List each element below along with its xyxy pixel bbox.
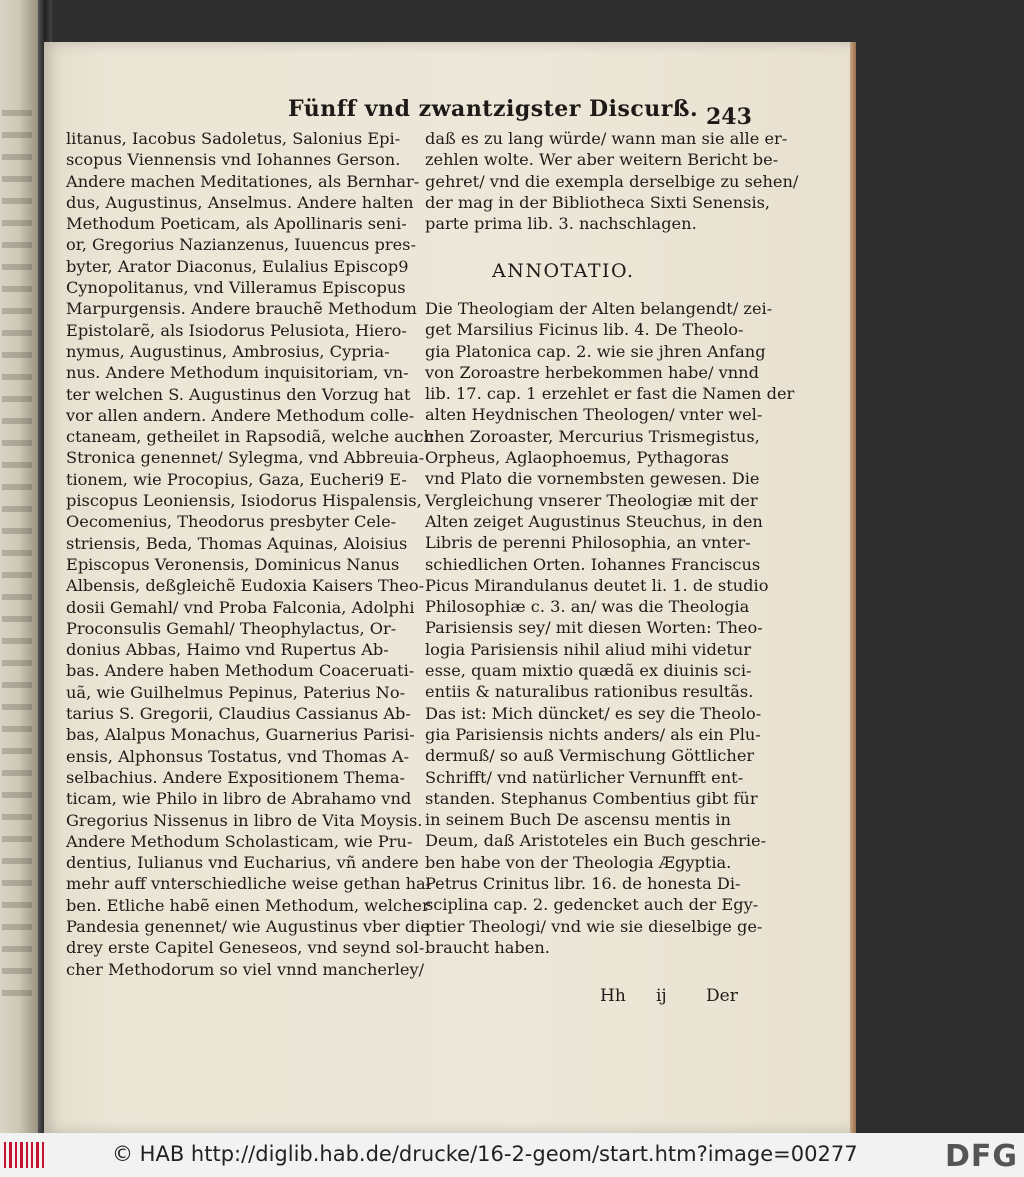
text-line: Alten zeiget Augustinus Steuchus, in den bbox=[425, 511, 763, 531]
running-head: Fünff vnd zwantzigster Discurß. bbox=[288, 96, 699, 122]
text-line: von Zoroastre herbekommen habe/ vnnd bbox=[425, 362, 759, 382]
text-line: ptier Theologi/ vnd wie sie dieselbige ge- bbox=[425, 916, 763, 936]
text-line: drey erste Capitel Geneseos, vnd seynd sol- bbox=[66, 938, 425, 958]
text-line: Stronica genennet/ Sylegma, vnd Abbreuia- bbox=[66, 448, 425, 468]
text-line: Methodum Poeticam, als Apollinaris seni- bbox=[66, 214, 407, 234]
page-number: 243 bbox=[706, 104, 752, 130]
text-line: dermuß/ so auß Vermischung Göttlicher bbox=[425, 746, 755, 766]
text-line: tarius S. Gregorii, Claudius Cassianus Ab- bbox=[66, 704, 411, 724]
text-line: standen. Stephanus Combentius gibt für bbox=[425, 788, 758, 808]
text-line: striensis, Beda, Thomas Aquinas, Aloisius bbox=[66, 533, 408, 553]
page-edge bbox=[850, 42, 856, 1133]
text-line: uã, wie Guilhelmus Pepinus, Paterius No- bbox=[66, 682, 406, 702]
text-line: Picus Mirandulanus deutet li. 1. de studio bbox=[425, 575, 769, 595]
text-line: ter welchen S. Augustinus den Vorzug hat bbox=[66, 384, 411, 404]
source-url[interactable]: © HAB http://diglib.hab.de/drucke/16-2-geom/start.htm?image=00277 bbox=[112, 1142, 858, 1166]
text-line: parte prima lib. 3. nachschlagen. bbox=[425, 214, 697, 234]
annotatio-heading: ANNOTATIO. bbox=[492, 260, 635, 282]
text-line: Schrifft/ vnd natürlicher Vernunfft ent- bbox=[425, 767, 744, 787]
text-line: Das ist: Mich düncket/ es sey die Theolo- bbox=[425, 703, 762, 723]
text-line: zehlen wolte. Wer aber weitern Bericht be- bbox=[425, 150, 779, 170]
text-line: or, Gregorius Nazianzenus, Iuuencus pres- bbox=[66, 235, 416, 255]
text-line: Philosophiæ c. 3. an/ was die Theologia bbox=[425, 597, 750, 617]
text-line: gia Parisiensis nichts anders/ als ein Plu- bbox=[425, 724, 761, 744]
text-line: der mag in der Bibliotheca Sixti Senensis, bbox=[425, 192, 771, 212]
text-line: Orpheus, Aglaophoemus, Pythagoras bbox=[425, 448, 729, 468]
text-line: Deum, daß Aristoteles ein Buch geschrie- bbox=[425, 831, 767, 851]
text-line: Gregorius Nissenus in libro de Vita Moysis. bbox=[66, 810, 423, 830]
text-line: get Marsilius Ficinus lib. 4. De Theolo- bbox=[425, 320, 744, 340]
text-line: schiedlichen Orten. Iohannes Franciscus bbox=[425, 554, 761, 574]
text-line: Petrus Crinitus libr. 16. de honesta Di- bbox=[425, 874, 741, 894]
text-line: bas, Alalpus Monachus, Guarnerius Parisi- bbox=[66, 725, 415, 745]
text-line: Andere machen Meditationes, als Bernhar- bbox=[66, 171, 420, 191]
left-column bbox=[66, 128, 434, 980]
text-line: dus, Augustinus, Anselmus. Andere halten bbox=[66, 192, 414, 212]
viewer-footer bbox=[0, 1133, 1024, 1177]
text-line: lib. 17. cap. 1 erzehlet er fast die Namen der bbox=[425, 384, 795, 404]
text-line: Vergleichung vnserer Theologiæ mit der bbox=[425, 490, 758, 510]
text-line: gehret/ vnd die exempla derselbige zu sehen/ bbox=[425, 171, 799, 191]
text-line: ben habe von der Theologia Ægyptia. bbox=[425, 852, 732, 872]
facing-page-text-fragments bbox=[2, 110, 32, 1010]
annotatio-body bbox=[425, 298, 795, 958]
signature-mark: Hh bbox=[600, 986, 626, 1006]
text-line: Libris de perenni Philosophia, an vnter- bbox=[425, 533, 751, 553]
text-line: ben. Etliche habẽ einen Methodum, welcher bbox=[66, 895, 430, 915]
text-line: mehr auff vnterschiedliche weise gethan ha- bbox=[66, 874, 432, 894]
text-line: Proconsulis Gemahl/ Theophylactus, Or- bbox=[66, 618, 397, 638]
text-line: ensis, Alphonsus Tostatus, vnd Thomas A- bbox=[66, 746, 410, 766]
text-line: dentius, Iulianus vnd Eucharius, vñ andere bbox=[66, 853, 419, 873]
text-line: scopus Viennensis vnd Iohannes Gerson. bbox=[66, 150, 401, 170]
text-line: selbachius. Andere Expositionem Thema- bbox=[66, 767, 406, 787]
hab-logo-icon bbox=[4, 1139, 44, 1171]
dfg-logo: DFG bbox=[944, 1139, 1018, 1174]
text-line: Epistolarẽ, als Isiodorus Pelusiota, Hiero- bbox=[66, 320, 407, 340]
catchword: Der bbox=[706, 986, 738, 1006]
text-line: entiis & naturalibus rationibus resultãs. bbox=[425, 682, 754, 702]
text-line: dosii Gemahl/ vnd Proba Falconia, Adolphi bbox=[66, 597, 415, 617]
text-line: Die Theologiam der Alten belangendt/ zei- bbox=[425, 299, 773, 318]
text-line: bas. Andere haben Methodum Coaceruati- bbox=[66, 661, 415, 681]
text-line: donius Abbas, Haimo vnd Rupertus Ab- bbox=[66, 640, 389, 660]
text-line: braucht haben. bbox=[425, 937, 550, 957]
right-column-top bbox=[425, 128, 799, 234]
text-line: Cynopolitanus, vnd Villeramus Episcopus bbox=[66, 278, 406, 298]
text-line: Pandesia genennet/ wie Augustinus vber die bbox=[66, 916, 430, 936]
text-line: nymus, Augustinus, Ambrosius, Cypria- bbox=[66, 341, 390, 361]
text-line: ticam, wie Philo in libro de Abrahamo vnd bbox=[66, 789, 412, 809]
text-line: gia Platonica cap. 2. wie sie jhren Anfang bbox=[425, 341, 766, 361]
text-line: Albensis, deßgleichẽ Eudoxia Kaisers Theo- bbox=[66, 576, 425, 596]
text-line: Andere Methodum Scholasticam, wie Pru- bbox=[66, 831, 413, 851]
text-line: litanus, Iacobus Sadoletus, Salonius Epi- bbox=[66, 129, 401, 148]
signature-number: ij bbox=[656, 986, 667, 1006]
text-line: Oecomenius, Theodorus presbyter Cele- bbox=[66, 512, 397, 532]
text-line: Parisiensis sey/ mit diesen Worten: Theo- bbox=[425, 618, 763, 638]
text-line: vnd Plato die vornembsten gewesen. Die bbox=[425, 469, 760, 489]
text-line: in seinem Buch De ascensu mentis in bbox=[425, 810, 731, 830]
text-line: alten Heydnischen Theologen/ vnter wel- bbox=[425, 405, 763, 425]
text-line: logia Parisiensis nihil aliud mihi videtur bbox=[425, 639, 752, 659]
text-line: Marpurgensis. Andere brauchẽ Methodum bbox=[66, 299, 417, 319]
text-line: tionem, wie Procopius, Gaza, Eucheri9 E- bbox=[66, 469, 407, 489]
text-line: cher Methodorum so viel vnnd mancherley/ bbox=[66, 959, 425, 979]
text-line: byter, Arator Diaconus, Eulalius Episcop9 bbox=[66, 256, 409, 276]
text-line: esse, quam mixtio quædã ex diuinis sci- bbox=[425, 661, 752, 681]
text-line: chen Zoroaster, Mercurius Trismegistus, bbox=[425, 426, 760, 446]
text-line: Episcopus Veronensis, Dominicus Nanus bbox=[66, 554, 400, 574]
text-line: vor allen andern. Andere Methodum colle- bbox=[66, 405, 415, 425]
text-line: sciplina cap. 2. gedencket auch der Egy- bbox=[425, 895, 759, 915]
text-line: piscopus Leoniensis, Isiodorus Hispalensis, bbox=[66, 491, 422, 511]
text-line: nus. Andere Methodum inquisitoriam, vn- bbox=[66, 363, 409, 383]
text-line: ctaneam, getheilet in Rapsodiã, welche auch bbox=[66, 427, 434, 447]
text-line: daß es zu lang würde/ wann man sie alle er- bbox=[425, 129, 788, 148]
